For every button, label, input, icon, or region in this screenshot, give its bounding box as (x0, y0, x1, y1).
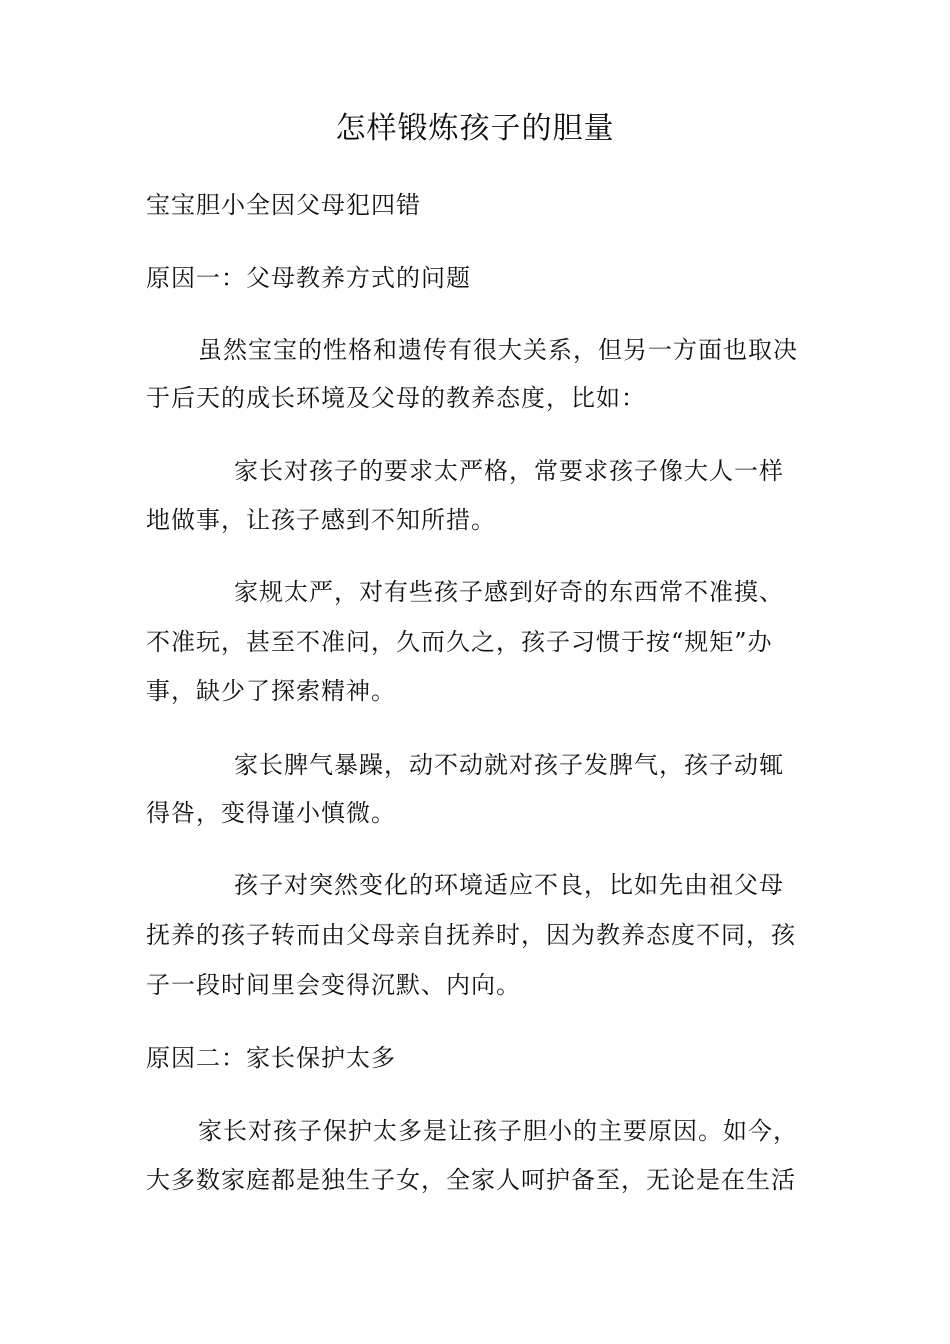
paragraph-line: 不准玩，甚至不准问，久而久之，孩子习惯于按“规矩”办 (146, 628, 773, 656)
paragraph-line: 大多数家庭都是独生子女，全家人呵护备至，无论是在生活 (146, 1166, 796, 1194)
paragraph-line: 抚养的孩子转而由父母亲自抚养时，因为教养态度不同，孩 (146, 921, 796, 949)
paragraph-line: 虽然宝宝的性格和遗传有很大关系，但另一方面也取决 (198, 336, 798, 364)
paragraph-line: 事，缺少了探索精神。 (146, 677, 396, 705)
paragraph-line: 家规太严，对有些孩子感到好奇的东西常不准摸、 (234, 578, 784, 606)
paragraph-line: 家长对孩子保护太多是让孩子胆小的主要原因。如今， (198, 1117, 798, 1145)
paragraph-line: 孩子对突然变化的环境适应不良，比如先由祖父母 (234, 871, 784, 899)
page-title: 怎样锻炼孩子的胆量 (335, 111, 615, 146)
section-heading-2: 原因二：家长保护太多 (146, 1044, 396, 1072)
paragraph-line: 家长脾气暴躁，动不动就对孩子发脾气，孩子动辄 (234, 751, 784, 779)
paragraph-line: 子一段时间里会变得沉默、内向。 (146, 971, 521, 999)
paragraph-line: 于后天的成长环境及父母的教养态度，比如： (146, 384, 646, 412)
paragraph-line: 地做事，让孩子感到不知所措。 (146, 506, 496, 534)
subtitle: 宝宝胆小全因父母犯四错 (146, 191, 421, 219)
paragraph-line: 得咎，变得谨小慎微。 (146, 799, 396, 827)
paragraph-line: 家长对孩子的要求太严格，常要求孩子像大人一样 (234, 457, 784, 485)
section-heading-1: 原因一：父母教养方式的问题 (146, 264, 471, 292)
